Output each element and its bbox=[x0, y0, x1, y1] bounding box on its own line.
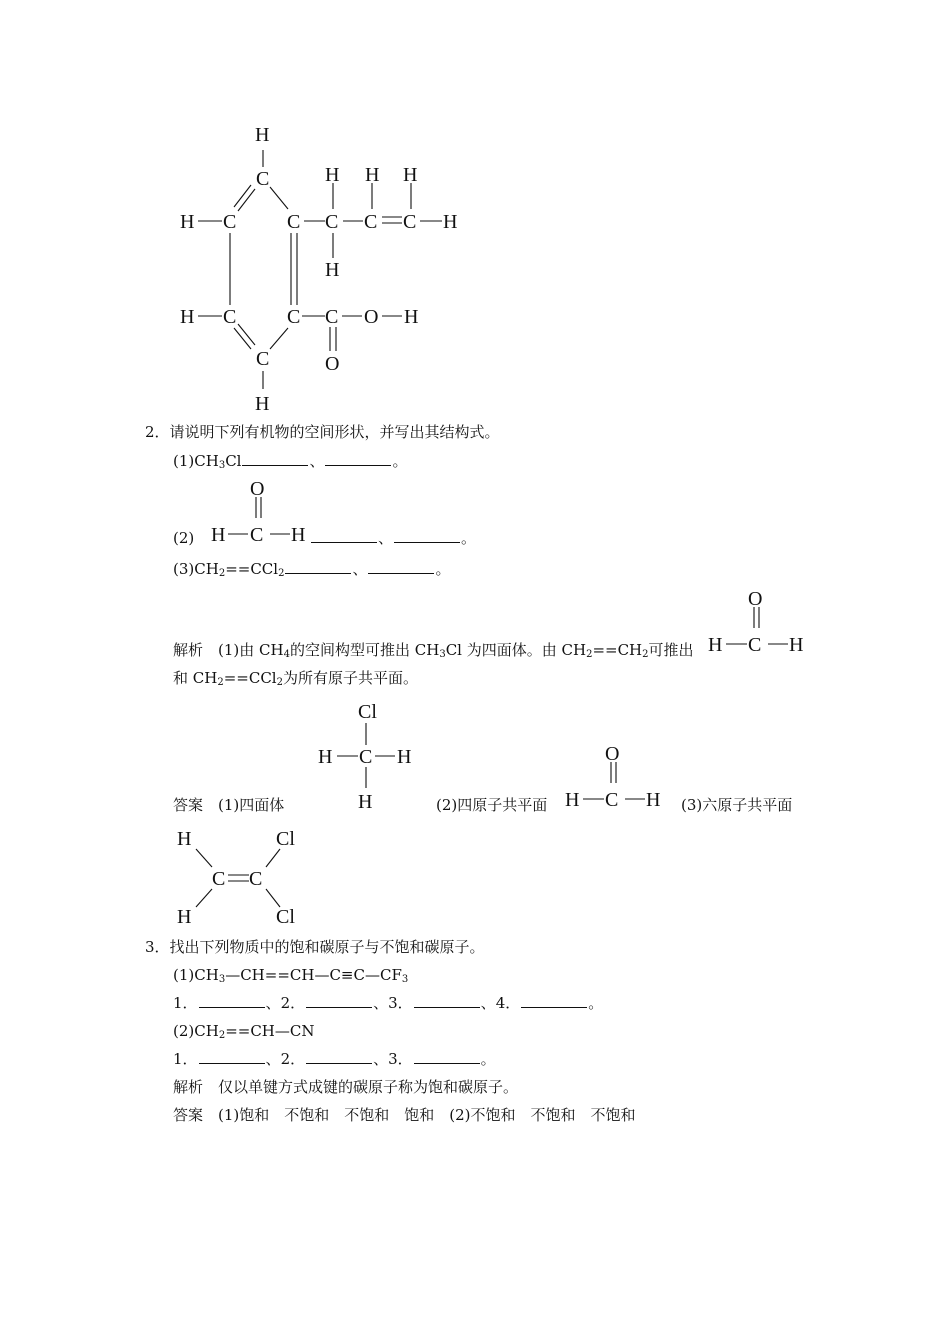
answer-blank[interactable] bbox=[285, 559, 351, 574]
answer-blank[interactable] bbox=[199, 993, 265, 1008]
formaldehyde-structure-answer bbox=[562, 742, 667, 812]
structure-formula-main bbox=[170, 115, 470, 415]
blank-number: 4． bbox=[495, 994, 521, 1012]
answer-blank[interactable] bbox=[394, 528, 460, 543]
atom-o: O bbox=[325, 353, 340, 375]
q2-analysis-line2 bbox=[173, 668, 418, 693]
separator: 、 bbox=[309, 452, 325, 470]
q2-number: 2． bbox=[145, 423, 170, 441]
formaldehyde-structure-analysis bbox=[705, 587, 810, 657]
answer-label: 答案 bbox=[173, 796, 204, 814]
atom-h: H bbox=[325, 164, 340, 186]
bond bbox=[234, 185, 251, 207]
q2-answer-3: (3)六原子共平面 bbox=[681, 796, 793, 814]
blank-number: 3． bbox=[388, 994, 413, 1012]
answer-text: (1)饱和 不饱和 不饱和 饱和 (2)不饱和 不饱和 不饱和 bbox=[218, 1106, 636, 1124]
atom-c: C bbox=[223, 211, 237, 233]
analysis-text: 仅以单键方式成键的碳原子称为饱和碳原子。 bbox=[218, 1078, 519, 1096]
atom-h: H bbox=[403, 164, 418, 186]
atom-o: O bbox=[250, 478, 265, 500]
q2-item2-blanks bbox=[310, 528, 476, 548]
blank-number: 3． bbox=[388, 1050, 413, 1068]
analysis-text: Cl 为四面体。由 CH bbox=[445, 641, 587, 659]
separator: 、 bbox=[265, 994, 281, 1012]
subscript: 2 bbox=[642, 649, 649, 660]
bond bbox=[238, 324, 255, 345]
answer-label: 答案 bbox=[173, 1106, 204, 1124]
atom-c: C bbox=[287, 211, 301, 233]
bond bbox=[270, 328, 288, 349]
bond bbox=[238, 189, 255, 211]
atom-o: O bbox=[364, 306, 379, 328]
atom-c: C bbox=[325, 211, 339, 233]
atom-c: C bbox=[223, 306, 237, 328]
item-formula: Cl bbox=[225, 452, 242, 470]
atom-h: H bbox=[443, 211, 458, 233]
item-formula: ==CH—CN bbox=[225, 1022, 315, 1040]
answer-blank[interactable] bbox=[199, 1049, 265, 1064]
analysis-text: 可推出 bbox=[648, 641, 694, 659]
answer-text: (1)四面体 bbox=[218, 796, 285, 814]
atom-h: H bbox=[365, 164, 380, 186]
q3-item1 bbox=[173, 965, 408, 990]
atom-h: H bbox=[646, 789, 661, 811]
item-formula: (3)CH bbox=[173, 560, 219, 578]
item-formula: (1)CH bbox=[173, 452, 219, 470]
q3-item2-blanks bbox=[173, 1049, 496, 1069]
blank-number: 2． bbox=[280, 1050, 306, 1068]
atom-h: H bbox=[358, 791, 373, 813]
bond bbox=[234, 328, 251, 349]
atom-h: H bbox=[397, 746, 412, 768]
answer-blank[interactable] bbox=[368, 559, 434, 574]
atom-cl: Cl bbox=[276, 828, 295, 850]
atom-h: H bbox=[789, 634, 804, 656]
answer-blank[interactable] bbox=[242, 451, 308, 466]
q2-item2-label: (2) bbox=[173, 529, 195, 547]
atom-c: C bbox=[212, 868, 226, 890]
atom-c: C bbox=[359, 746, 373, 768]
answer-blank[interactable] bbox=[521, 993, 587, 1008]
atom-c: C bbox=[403, 211, 417, 233]
q2-analysis-line1 bbox=[173, 640, 694, 665]
atom-c: C bbox=[249, 868, 263, 890]
atom-cl: Cl bbox=[358, 701, 377, 723]
answer-blank[interactable] bbox=[311, 528, 377, 543]
separator: 、 bbox=[378, 529, 394, 547]
q3-answer bbox=[173, 1105, 636, 1125]
item-formula: ==CCl bbox=[225, 560, 279, 578]
subscript: 2 bbox=[217, 677, 224, 688]
subscript: 3 bbox=[218, 460, 226, 471]
answer-blank[interactable] bbox=[306, 993, 372, 1008]
analysis-label: 解析 bbox=[173, 641, 204, 659]
atom-o: O bbox=[748, 588, 763, 610]
atom-h: H bbox=[177, 906, 192, 928]
atom-c: C bbox=[256, 168, 270, 190]
answer-blank[interactable] bbox=[325, 451, 391, 466]
separator: 、 bbox=[265, 1050, 281, 1068]
bond bbox=[196, 889, 212, 907]
atom-c: C bbox=[325, 306, 339, 328]
bond bbox=[266, 849, 280, 867]
q3-item1-blanks bbox=[173, 993, 603, 1013]
subscript: 2 bbox=[276, 677, 283, 688]
q2-item1 bbox=[173, 451, 408, 476]
answer-blank[interactable] bbox=[414, 993, 480, 1008]
q3-item2 bbox=[173, 1021, 314, 1046]
atom-h: H bbox=[180, 211, 195, 233]
dichloroethylene-structure bbox=[170, 825, 315, 930]
blank-number: 2． bbox=[280, 994, 306, 1012]
atom-cl: Cl bbox=[276, 906, 295, 928]
atom-c: C bbox=[287, 306, 301, 328]
subscript: 2 bbox=[278, 568, 285, 579]
item-formula: (2)CH bbox=[173, 1022, 219, 1040]
atom-h: H bbox=[404, 306, 419, 328]
period: 。 bbox=[480, 1050, 496, 1068]
q3-prompt bbox=[145, 937, 485, 957]
subscript: 2 bbox=[218, 1030, 226, 1041]
atom-h: H bbox=[708, 634, 723, 656]
bond bbox=[270, 187, 288, 209]
separator: 、 bbox=[352, 560, 368, 578]
analysis-label: 解析 bbox=[173, 1078, 204, 1096]
atom-c: C bbox=[364, 211, 378, 233]
analysis-text: ==CH bbox=[592, 641, 643, 659]
subscript: 3 bbox=[218, 974, 226, 985]
atom-h: H bbox=[255, 393, 270, 415]
blank-number: 1． bbox=[173, 994, 198, 1012]
analysis-text: 和 CH bbox=[173, 669, 218, 687]
item-formula: —CH==CH—C≡C—CF bbox=[225, 966, 402, 984]
atom-c: C bbox=[605, 789, 619, 811]
blank-number: 1． bbox=[173, 1050, 198, 1068]
subscript: 3 bbox=[401, 974, 409, 985]
q3-number: 3． bbox=[145, 938, 170, 956]
bond bbox=[266, 889, 280, 907]
subscript: 2 bbox=[218, 568, 226, 579]
period: 。 bbox=[588, 994, 604, 1012]
q2-answer-2: (2)四原子共平面 bbox=[436, 796, 548, 814]
analysis-text: ==CCl bbox=[223, 669, 277, 687]
period: 。 bbox=[435, 560, 451, 578]
bond bbox=[196, 849, 212, 867]
answer-blank[interactable] bbox=[414, 1049, 480, 1064]
atom-h: H bbox=[211, 524, 226, 546]
subscript: 3 bbox=[439, 649, 446, 660]
analysis-text: (1)由 CH bbox=[218, 641, 284, 659]
subscript: 4 bbox=[283, 649, 290, 660]
subscript: 2 bbox=[586, 649, 593, 660]
q2-item3 bbox=[173, 559, 450, 584]
item-formula: (1)CH bbox=[173, 966, 219, 984]
atom-h: H bbox=[177, 828, 192, 850]
atom-h: H bbox=[291, 524, 306, 546]
atom-c: C bbox=[748, 634, 762, 656]
analysis-text: 为所有原子共平面。 bbox=[282, 669, 418, 687]
formaldehyde-structure-q bbox=[208, 477, 313, 547]
atom-h: H bbox=[255, 124, 270, 146]
chloromethane-structure bbox=[310, 700, 425, 815]
separator: 、 bbox=[373, 994, 389, 1012]
atom-h: H bbox=[325, 259, 340, 281]
q3-analysis bbox=[173, 1077, 518, 1097]
atom-h: H bbox=[565, 789, 580, 811]
atom-o: O bbox=[605, 743, 620, 765]
q2-answer-label bbox=[173, 795, 284, 815]
q3-prompt-text: 找出下列物质中的饱和碳原子与不饱和碳原子。 bbox=[169, 938, 485, 956]
q2-prompt bbox=[145, 422, 500, 442]
atom-c: C bbox=[256, 348, 270, 370]
atom-c: C bbox=[250, 524, 264, 546]
atom-h: H bbox=[318, 746, 333, 768]
period: 。 bbox=[392, 452, 408, 470]
period: 。 bbox=[461, 529, 477, 547]
atom-h: H bbox=[180, 306, 195, 328]
separator: 、 bbox=[373, 1050, 389, 1068]
answer-blank[interactable] bbox=[306, 1049, 372, 1064]
q2-prompt-text: 请说明下列有机物的空间形状，并写出其结构式。 bbox=[169, 423, 500, 441]
analysis-text: 的空间构型可推出 CH bbox=[289, 641, 440, 659]
separator: 、 bbox=[480, 994, 496, 1012]
